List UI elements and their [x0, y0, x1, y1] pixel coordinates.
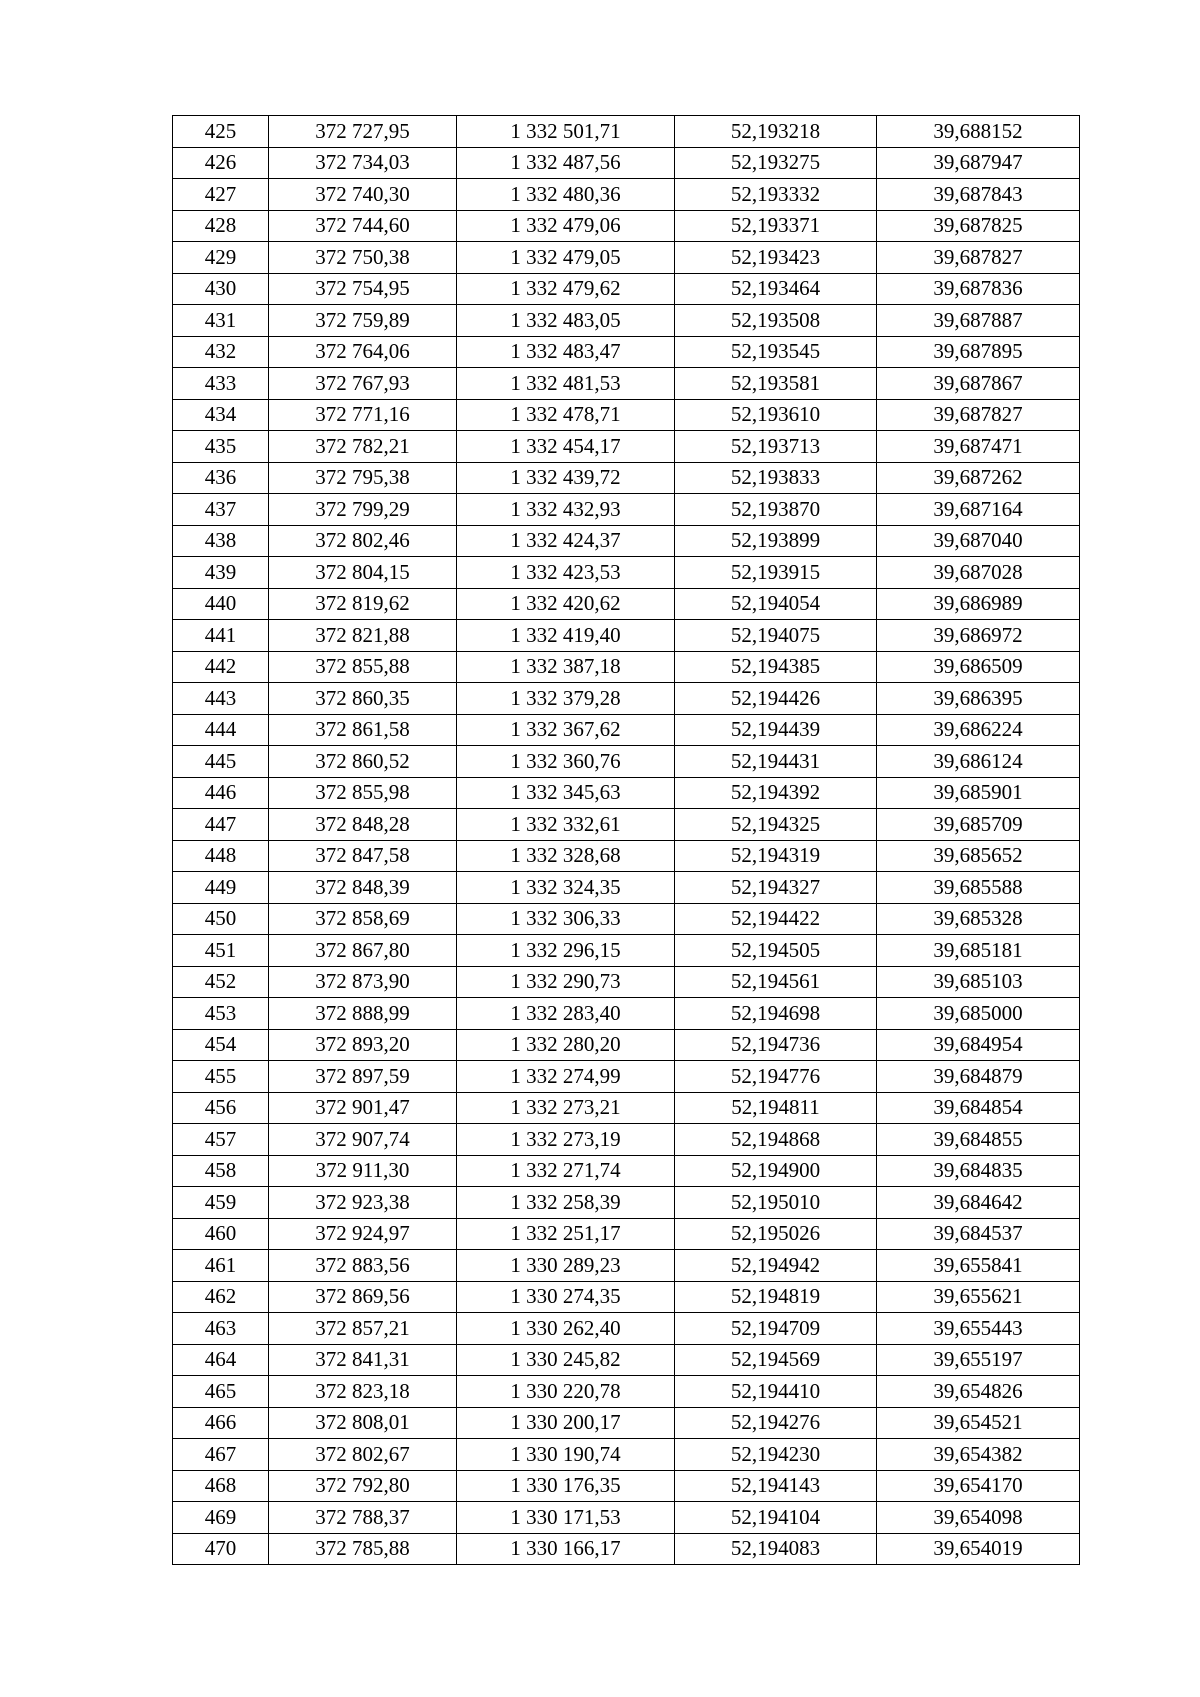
- longitude-cell: 39,684835: [877, 1155, 1080, 1187]
- point-number-cell: 426: [173, 147, 269, 179]
- x-coordinate-cell: 372 847,58: [269, 840, 457, 872]
- y-coordinate-cell: 1 332 274,99: [457, 1061, 675, 1093]
- latitude-cell: 52,194075: [675, 620, 877, 652]
- y-coordinate-cell: 1 332 483,05: [457, 305, 675, 337]
- latitude-cell: 52,194325: [675, 809, 877, 841]
- latitude-cell: 52,194569: [675, 1344, 877, 1376]
- y-coordinate-cell: 1 332 367,62: [457, 714, 675, 746]
- table-row: [173, 872, 1080, 904]
- y-coordinate-cell: 1 332 454,17: [457, 431, 675, 463]
- longitude-cell: 39,686124: [877, 746, 1080, 778]
- x-coordinate-cell: 372 857,21: [269, 1313, 457, 1345]
- y-coordinate-cell: 1 332 501,71: [457, 116, 675, 148]
- point-number-cell: 452: [173, 966, 269, 998]
- latitude-cell: 52,194819: [675, 1281, 877, 1313]
- y-coordinate-cell: 1 332 487,56: [457, 147, 675, 179]
- longitude-cell: 39,687887: [877, 305, 1080, 337]
- table-row: [173, 746, 1080, 778]
- y-coordinate-cell: 1 332 424,37: [457, 525, 675, 557]
- y-coordinate-cell: 1 330 176,35: [457, 1470, 675, 1502]
- point-number-cell: 438: [173, 525, 269, 557]
- longitude-cell: 39,655621: [877, 1281, 1080, 1313]
- x-coordinate-cell: 372 855,98: [269, 777, 457, 809]
- latitude-cell: 52,193275: [675, 147, 877, 179]
- table-row: [173, 242, 1080, 274]
- y-coordinate-cell: 1 332 324,35: [457, 872, 675, 904]
- point-number-cell: 435: [173, 431, 269, 463]
- y-coordinate-cell: 1 330 166,17: [457, 1533, 675, 1565]
- longitude-cell: 39,687825: [877, 210, 1080, 242]
- table-row: [173, 840, 1080, 872]
- y-coordinate-cell: 1 332 423,53: [457, 557, 675, 589]
- x-coordinate-cell: 372 759,89: [269, 305, 457, 337]
- point-number-cell: 456: [173, 1092, 269, 1124]
- x-coordinate-cell: 372 804,15: [269, 557, 457, 589]
- x-coordinate-cell: 372 823,18: [269, 1376, 457, 1408]
- table-row: [173, 525, 1080, 557]
- point-number-cell: 460: [173, 1218, 269, 1250]
- x-coordinate-cell: 372 744,60: [269, 210, 457, 242]
- latitude-cell: 52,194709: [675, 1313, 877, 1345]
- y-coordinate-cell: 1 330 262,40: [457, 1313, 675, 1345]
- latitude-cell: 52,194230: [675, 1439, 877, 1471]
- longitude-cell: 39,687262: [877, 462, 1080, 494]
- point-number-cell: 459: [173, 1187, 269, 1219]
- x-coordinate-cell: 372 754,95: [269, 273, 457, 305]
- latitude-cell: 52,194083: [675, 1533, 877, 1565]
- table-row: [173, 1092, 1080, 1124]
- x-coordinate-cell: 372 785,88: [269, 1533, 457, 1565]
- x-coordinate-cell: 372 907,74: [269, 1124, 457, 1156]
- y-coordinate-cell: 1 332 280,20: [457, 1029, 675, 1061]
- x-coordinate-cell: 372 924,97: [269, 1218, 457, 1250]
- latitude-cell: 52,193833: [675, 462, 877, 494]
- y-coordinate-cell: 1 330 220,78: [457, 1376, 675, 1408]
- longitude-cell: 39,686395: [877, 683, 1080, 715]
- table-row: [173, 147, 1080, 179]
- x-coordinate-cell: 372 855,88: [269, 651, 457, 683]
- table-row: [173, 1344, 1080, 1376]
- x-coordinate-cell: 372 771,16: [269, 399, 457, 431]
- table-row: [173, 494, 1080, 526]
- table-row: [173, 1124, 1080, 1156]
- longitude-cell: 39,687028: [877, 557, 1080, 589]
- longitude-cell: 39,685588: [877, 872, 1080, 904]
- x-coordinate-cell: 372 867,80: [269, 935, 457, 967]
- x-coordinate-cell: 372 740,30: [269, 179, 457, 211]
- latitude-cell: 52,194736: [675, 1029, 877, 1061]
- latitude-cell: 52,194054: [675, 588, 877, 620]
- longitude-cell: 39,688152: [877, 116, 1080, 148]
- table-row: [173, 1155, 1080, 1187]
- point-number-cell: 446: [173, 777, 269, 809]
- x-coordinate-cell: 372 727,95: [269, 116, 457, 148]
- point-number-cell: 461: [173, 1250, 269, 1282]
- y-coordinate-cell: 1 332 478,71: [457, 399, 675, 431]
- latitude-cell: 52,194505: [675, 935, 877, 967]
- point-number-cell: 440: [173, 588, 269, 620]
- x-coordinate-cell: 372 858,69: [269, 903, 457, 935]
- point-number-cell: 442: [173, 651, 269, 683]
- latitude-cell: 52,193915: [675, 557, 877, 589]
- point-number-cell: 432: [173, 336, 269, 368]
- latitude-cell: 52,194698: [675, 998, 877, 1030]
- point-number-cell: 430: [173, 273, 269, 305]
- x-coordinate-cell: 372 861,58: [269, 714, 457, 746]
- point-number-cell: 453: [173, 998, 269, 1030]
- latitude-cell: 52,193464: [675, 273, 877, 305]
- table-row: [173, 1502, 1080, 1534]
- table-row: [173, 966, 1080, 998]
- point-number-cell: 427: [173, 179, 269, 211]
- y-coordinate-cell: 1 332 419,40: [457, 620, 675, 652]
- x-coordinate-cell: 372 799,29: [269, 494, 457, 526]
- y-coordinate-cell: 1 330 245,82: [457, 1344, 675, 1376]
- longitude-cell: 39,686972: [877, 620, 1080, 652]
- point-number-cell: 437: [173, 494, 269, 526]
- longitude-cell: 39,684879: [877, 1061, 1080, 1093]
- latitude-cell: 52,194319: [675, 840, 877, 872]
- longitude-cell: 39,687867: [877, 368, 1080, 400]
- x-coordinate-cell: 372 883,56: [269, 1250, 457, 1282]
- x-coordinate-cell: 372 860,52: [269, 746, 457, 778]
- table-row: [173, 714, 1080, 746]
- table-row: [173, 368, 1080, 400]
- point-number-cell: 439: [173, 557, 269, 589]
- table-row: [173, 809, 1080, 841]
- point-number-cell: 469: [173, 1502, 269, 1534]
- latitude-cell: 52,194942: [675, 1250, 877, 1282]
- table-row: [173, 588, 1080, 620]
- coordinates-table: [172, 115, 1080, 1565]
- point-number-cell: 467: [173, 1439, 269, 1471]
- y-coordinate-cell: 1 332 258,39: [457, 1187, 675, 1219]
- y-coordinate-cell: 1 332 420,62: [457, 588, 675, 620]
- x-coordinate-cell: 372 802,67: [269, 1439, 457, 1471]
- longitude-cell: 39,687947: [877, 147, 1080, 179]
- latitude-cell: 52,193545: [675, 336, 877, 368]
- x-coordinate-cell: 372 873,90: [269, 966, 457, 998]
- table-row: [173, 1029, 1080, 1061]
- table-row: [173, 683, 1080, 715]
- x-coordinate-cell: 372 848,28: [269, 809, 457, 841]
- x-coordinate-cell: 372 767,93: [269, 368, 457, 400]
- longitude-cell: 39,686989: [877, 588, 1080, 620]
- point-number-cell: 466: [173, 1407, 269, 1439]
- table-row: [173, 1218, 1080, 1250]
- y-coordinate-cell: 1 330 171,53: [457, 1502, 675, 1534]
- longitude-cell: 39,685709: [877, 809, 1080, 841]
- y-coordinate-cell: 1 332 296,15: [457, 935, 675, 967]
- table-row: [173, 210, 1080, 242]
- point-number-cell: 468: [173, 1470, 269, 1502]
- table-row: [173, 651, 1080, 683]
- table-row: [173, 1281, 1080, 1313]
- point-number-cell: 449: [173, 872, 269, 904]
- table-row: [173, 1187, 1080, 1219]
- point-number-cell: 445: [173, 746, 269, 778]
- y-coordinate-cell: 1 332 271,74: [457, 1155, 675, 1187]
- table-row: [173, 1533, 1080, 1565]
- table-row: [173, 399, 1080, 431]
- point-number-cell: 433: [173, 368, 269, 400]
- longitude-cell: 39,685901: [877, 777, 1080, 809]
- point-number-cell: 443: [173, 683, 269, 715]
- longitude-cell: 39,687827: [877, 242, 1080, 274]
- point-number-cell: 431: [173, 305, 269, 337]
- longitude-cell: 39,686224: [877, 714, 1080, 746]
- y-coordinate-cell: 1 332 283,40: [457, 998, 675, 1030]
- x-coordinate-cell: 372 764,06: [269, 336, 457, 368]
- y-coordinate-cell: 1 332 479,05: [457, 242, 675, 274]
- longitude-cell: 39,654019: [877, 1533, 1080, 1565]
- table-row: [173, 777, 1080, 809]
- longitude-cell: 39,684642: [877, 1187, 1080, 1219]
- x-coordinate-cell: 372 860,35: [269, 683, 457, 715]
- latitude-cell: 52,194900: [675, 1155, 877, 1187]
- x-coordinate-cell: 372 888,99: [269, 998, 457, 1030]
- y-coordinate-cell: 1 332 332,61: [457, 809, 675, 841]
- latitude-cell: 52,194104: [675, 1502, 877, 1534]
- point-number-cell: 429: [173, 242, 269, 274]
- point-number-cell: 464: [173, 1344, 269, 1376]
- table-row: [173, 1250, 1080, 1282]
- x-coordinate-cell: 372 901,47: [269, 1092, 457, 1124]
- latitude-cell: 52,193371: [675, 210, 877, 242]
- y-coordinate-cell: 1 330 190,74: [457, 1439, 675, 1471]
- longitude-cell: 39,687471: [877, 431, 1080, 463]
- y-coordinate-cell: 1 330 200,17: [457, 1407, 675, 1439]
- point-number-cell: 455: [173, 1061, 269, 1093]
- longitude-cell: 39,685652: [877, 840, 1080, 872]
- latitude-cell: 52,193899: [675, 525, 877, 557]
- y-coordinate-cell: 1 332 379,28: [457, 683, 675, 715]
- y-coordinate-cell: 1 332 432,93: [457, 494, 675, 526]
- table-row: [173, 935, 1080, 967]
- y-coordinate-cell: 1 332 479,06: [457, 210, 675, 242]
- table-row: [173, 998, 1080, 1030]
- latitude-cell: 52,194327: [675, 872, 877, 904]
- y-coordinate-cell: 1 332 439,72: [457, 462, 675, 494]
- table-row: [173, 620, 1080, 652]
- latitude-cell: 52,193508: [675, 305, 877, 337]
- x-coordinate-cell: 372 792,80: [269, 1470, 457, 1502]
- y-coordinate-cell: 1 332 481,53: [457, 368, 675, 400]
- latitude-cell: 52,193423: [675, 242, 877, 274]
- longitude-cell: 39,654098: [877, 1502, 1080, 1534]
- latitude-cell: 52,193870: [675, 494, 877, 526]
- latitude-cell: 52,194385: [675, 651, 877, 683]
- point-number-cell: 470: [173, 1533, 269, 1565]
- latitude-cell: 52,194410: [675, 1376, 877, 1408]
- longitude-cell: 39,684954: [877, 1029, 1080, 1061]
- point-number-cell: 450: [173, 903, 269, 935]
- point-number-cell: 465: [173, 1376, 269, 1408]
- longitude-cell: 39,655841: [877, 1250, 1080, 1282]
- point-number-cell: 436: [173, 462, 269, 494]
- point-number-cell: 463: [173, 1313, 269, 1345]
- point-number-cell: 447: [173, 809, 269, 841]
- longitude-cell: 39,685328: [877, 903, 1080, 935]
- latitude-cell: 52,195010: [675, 1187, 877, 1219]
- x-coordinate-cell: 372 734,03: [269, 147, 457, 179]
- latitude-cell: 52,194439: [675, 714, 877, 746]
- y-coordinate-cell: 1 330 289,23: [457, 1250, 675, 1282]
- longitude-cell: 39,654170: [877, 1470, 1080, 1502]
- x-coordinate-cell: 372 893,20: [269, 1029, 457, 1061]
- y-coordinate-cell: 1 332 387,18: [457, 651, 675, 683]
- longitude-cell: 39,654382: [877, 1439, 1080, 1471]
- latitude-cell: 52,193332: [675, 179, 877, 211]
- y-coordinate-cell: 1 332 360,76: [457, 746, 675, 778]
- point-number-cell: 462: [173, 1281, 269, 1313]
- point-number-cell: 448: [173, 840, 269, 872]
- y-coordinate-cell: 1 332 306,33: [457, 903, 675, 935]
- table-row: [173, 305, 1080, 337]
- latitude-cell: 52,194392: [675, 777, 877, 809]
- table-row: [173, 1376, 1080, 1408]
- x-coordinate-cell: 372 750,38: [269, 242, 457, 274]
- longitude-cell: 39,654826: [877, 1376, 1080, 1408]
- latitude-cell: 52,194868: [675, 1124, 877, 1156]
- longitude-cell: 39,687836: [877, 273, 1080, 305]
- y-coordinate-cell: 1 330 274,35: [457, 1281, 675, 1313]
- table-row: [173, 431, 1080, 463]
- point-number-cell: 441: [173, 620, 269, 652]
- longitude-cell: 39,685103: [877, 966, 1080, 998]
- y-coordinate-cell: 1 332 328,68: [457, 840, 675, 872]
- x-coordinate-cell: 372 788,37: [269, 1502, 457, 1534]
- x-coordinate-cell: 372 923,38: [269, 1187, 457, 1219]
- longitude-cell: 39,687895: [877, 336, 1080, 368]
- y-coordinate-cell: 1 332 479,62: [457, 273, 675, 305]
- latitude-cell: 52,193610: [675, 399, 877, 431]
- x-coordinate-cell: 372 848,39: [269, 872, 457, 904]
- longitude-cell: 39,684537: [877, 1218, 1080, 1250]
- table-row: [173, 1313, 1080, 1345]
- x-coordinate-cell: 372 802,46: [269, 525, 457, 557]
- x-coordinate-cell: 372 897,59: [269, 1061, 457, 1093]
- x-coordinate-cell: 372 841,31: [269, 1344, 457, 1376]
- latitude-cell: 52,194776: [675, 1061, 877, 1093]
- point-number-cell: 425: [173, 116, 269, 148]
- point-number-cell: 451: [173, 935, 269, 967]
- latitude-cell: 52,194143: [675, 1470, 877, 1502]
- longitude-cell: 39,655197: [877, 1344, 1080, 1376]
- latitude-cell: 52,193713: [675, 431, 877, 463]
- y-coordinate-cell: 1 332 251,17: [457, 1218, 675, 1250]
- longitude-cell: 39,685181: [877, 935, 1080, 967]
- longitude-cell: 39,655443: [877, 1313, 1080, 1345]
- y-coordinate-cell: 1 332 273,21: [457, 1092, 675, 1124]
- latitude-cell: 52,194276: [675, 1407, 877, 1439]
- y-coordinate-cell: 1 332 345,63: [457, 777, 675, 809]
- point-number-cell: 458: [173, 1155, 269, 1187]
- longitude-cell: 39,684855: [877, 1124, 1080, 1156]
- coordinates-table-body: [173, 116, 1080, 1565]
- latitude-cell: 52,193218: [675, 116, 877, 148]
- longitude-cell: 39,684854: [877, 1092, 1080, 1124]
- longitude-cell: 39,686509: [877, 651, 1080, 683]
- point-number-cell: 434: [173, 399, 269, 431]
- x-coordinate-cell: 372 819,62: [269, 588, 457, 620]
- point-number-cell: 444: [173, 714, 269, 746]
- x-coordinate-cell: 372 821,88: [269, 620, 457, 652]
- table-row: [173, 273, 1080, 305]
- y-coordinate-cell: 1 332 480,36: [457, 179, 675, 211]
- point-number-cell: 457: [173, 1124, 269, 1156]
- x-coordinate-cell: 372 782,21: [269, 431, 457, 463]
- latitude-cell: 52,195026: [675, 1218, 877, 1250]
- table-row: [173, 179, 1080, 211]
- x-coordinate-cell: 372 808,01: [269, 1407, 457, 1439]
- point-number-cell: 454: [173, 1029, 269, 1061]
- table-row: [173, 1407, 1080, 1439]
- latitude-cell: 52,194422: [675, 903, 877, 935]
- table-row: [173, 336, 1080, 368]
- table-row: [173, 1439, 1080, 1471]
- y-coordinate-cell: 1 332 483,47: [457, 336, 675, 368]
- longitude-cell: 39,685000: [877, 998, 1080, 1030]
- y-coordinate-cell: 1 332 290,73: [457, 966, 675, 998]
- table-row: [173, 1061, 1080, 1093]
- longitude-cell: 39,687843: [877, 179, 1080, 211]
- x-coordinate-cell: 372 911,30: [269, 1155, 457, 1187]
- longitude-cell: 39,687164: [877, 494, 1080, 526]
- longitude-cell: 39,687827: [877, 399, 1080, 431]
- table-row: [173, 116, 1080, 148]
- latitude-cell: 52,194426: [675, 683, 877, 715]
- latitude-cell: 52,193581: [675, 368, 877, 400]
- latitude-cell: 52,194811: [675, 1092, 877, 1124]
- x-coordinate-cell: 372 869,56: [269, 1281, 457, 1313]
- y-coordinate-cell: 1 332 273,19: [457, 1124, 675, 1156]
- point-number-cell: 428: [173, 210, 269, 242]
- latitude-cell: 52,194561: [675, 966, 877, 998]
- table-row: [173, 462, 1080, 494]
- x-coordinate-cell: 372 795,38: [269, 462, 457, 494]
- table-row: [173, 1470, 1080, 1502]
- longitude-cell: 39,654521: [877, 1407, 1080, 1439]
- latitude-cell: 52,194431: [675, 746, 877, 778]
- table-row: [173, 557, 1080, 589]
- table-row: [173, 903, 1080, 935]
- longitude-cell: 39,687040: [877, 525, 1080, 557]
